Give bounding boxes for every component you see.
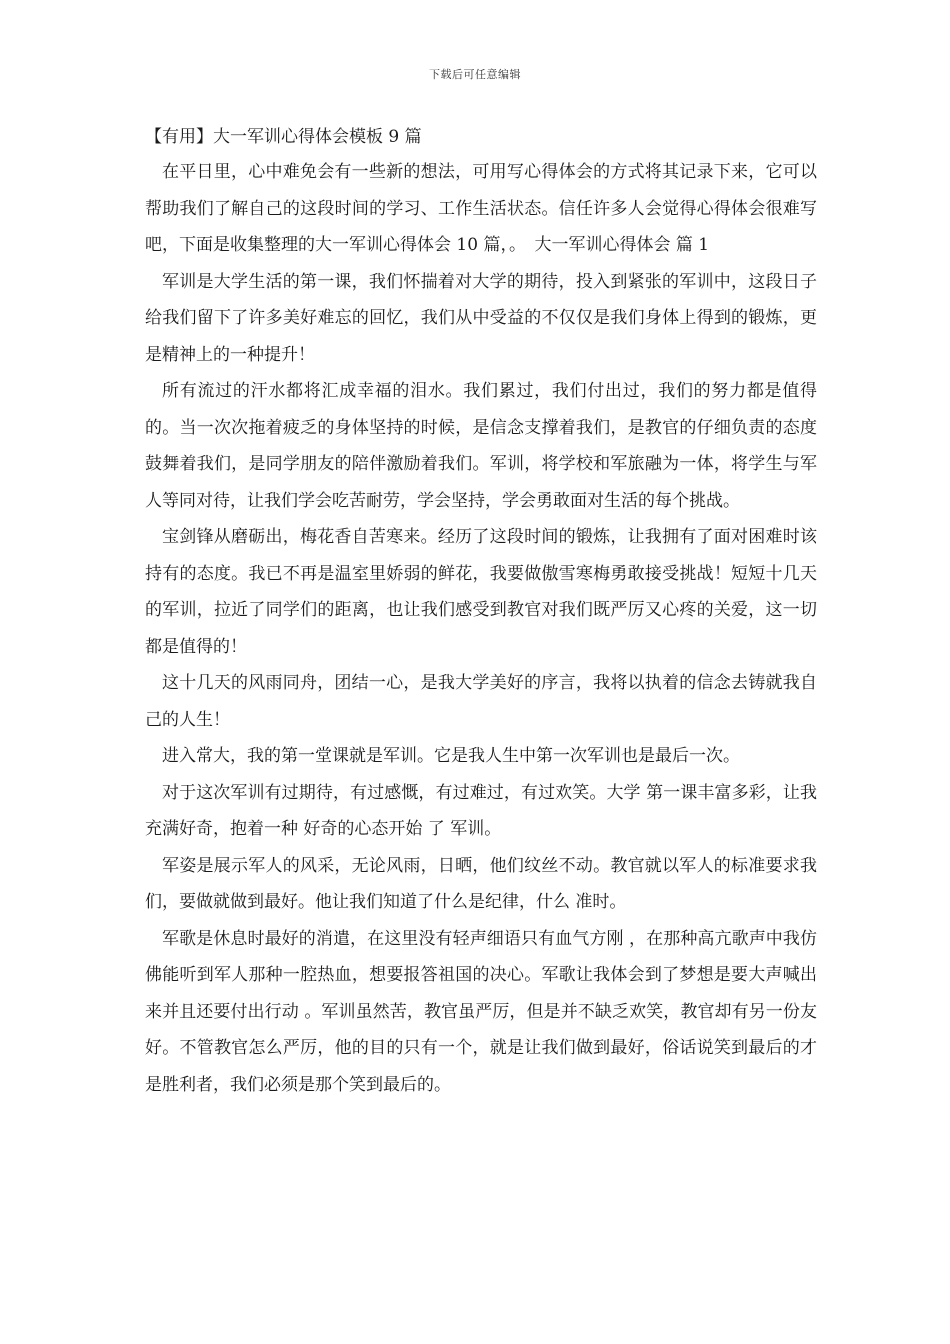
document-title: 【有用】大一军训心得体会模板 9 篇 xyxy=(145,127,422,147)
paragraph: 军歌是休息时最好的消遣，在这里没有轻声细语只有血气方刚 ，在那种高亢歌声中我仿佛能听到军人那种一腔热血，想要报答祖国的决心。军歌让我体会到了梦想是要大声喊出来并且还要付出行动 。军训虽然苦，教官虽严厉，但是并不缺乏欢笑，教官却有另一份友好。不管教官怎么严厉，他的目的只有一个，就是让我们做到最好，俗话说笑到最后的才是胜利者，我们必须是那个笑到最后的。 xyxy=(145,928,817,1095)
paragraph-intro: 在平日里，心中难免会有一些新的想法，可用写心得体会的方式将其记录下来，它可以帮助我们了解自己的这段时间的学习、工作生活状态。信任许多人会觉得心得体会很难写吧，下面是收集整理的大一军训心得体会 10 篇，。 大一军训心得体会 篇 1 xyxy=(145,162,817,255)
paragraph: 对于这次军训有过期待，有过感慨，有过难过，有过欢笑。大学 第一课丰富多彩，让我充满好奇，抱着一种 好奇的心态开始 了 军训。 xyxy=(145,782,817,839)
paragraph: 军训是大学生活的第一课，我们怀揣着对大学的期待，投入到紧张的军训中，这段日子给我们留下了许多美好难忘的回忆，我们从中受益的不仅仅是我们身体上得到的锻炼，更是精神上的一种提升！ xyxy=(145,271,817,365)
paragraph: 军姿是展示军人的风采，无论风雨，日晒，他们纹丝不动。教官就以军人的标准要求我们，要做就做到最好。他让我们知道了什么是纪律，什么 准时。 xyxy=(145,855,817,912)
paragraph: 所有流过的汗水都将汇成幸福的泪水。我们累过，我们付出过，我们的努力都是值得的。当一次次拖着疲乏的身体坚持的时候，是信念支撑着我们，是教官的仔细负责的态度鼓舞着我们，是同学朋友的陪伴激励着我们。军训，将学校和军旅融为一体，将学生与军人等同对待，让我们学会吃苦耐劳，学会坚持，学会勇敢面对生活的每个挑战。 xyxy=(145,381,817,511)
document-body xyxy=(145,120,817,1103)
paragraph: 宝剑锋从磨砺出，梅花香自苦寒来。经历了这段时间的锻炼，让我拥有了面对困难时该持有的态度。我已不再是温室里娇弱的鲜花，我要做傲雪寒梅勇敢接受挑战！短短十几天的军训，拉近了同学们的距离，也让我们感受到教官对我们既严厉又心疼的关爱，这一切都是值得的！ xyxy=(145,527,817,657)
paragraph: 进入常大，我的第一堂课就是军训。它是我人生中第一次军训也是最后一次。 xyxy=(162,746,740,766)
header-note: 下载后可任意编辑 xyxy=(429,68,521,81)
paragraph: 这十几天的风雨同舟，团结一心，是我大学美好的序言，我将以执着的信念去铸就我自己的人生！ xyxy=(145,673,817,730)
